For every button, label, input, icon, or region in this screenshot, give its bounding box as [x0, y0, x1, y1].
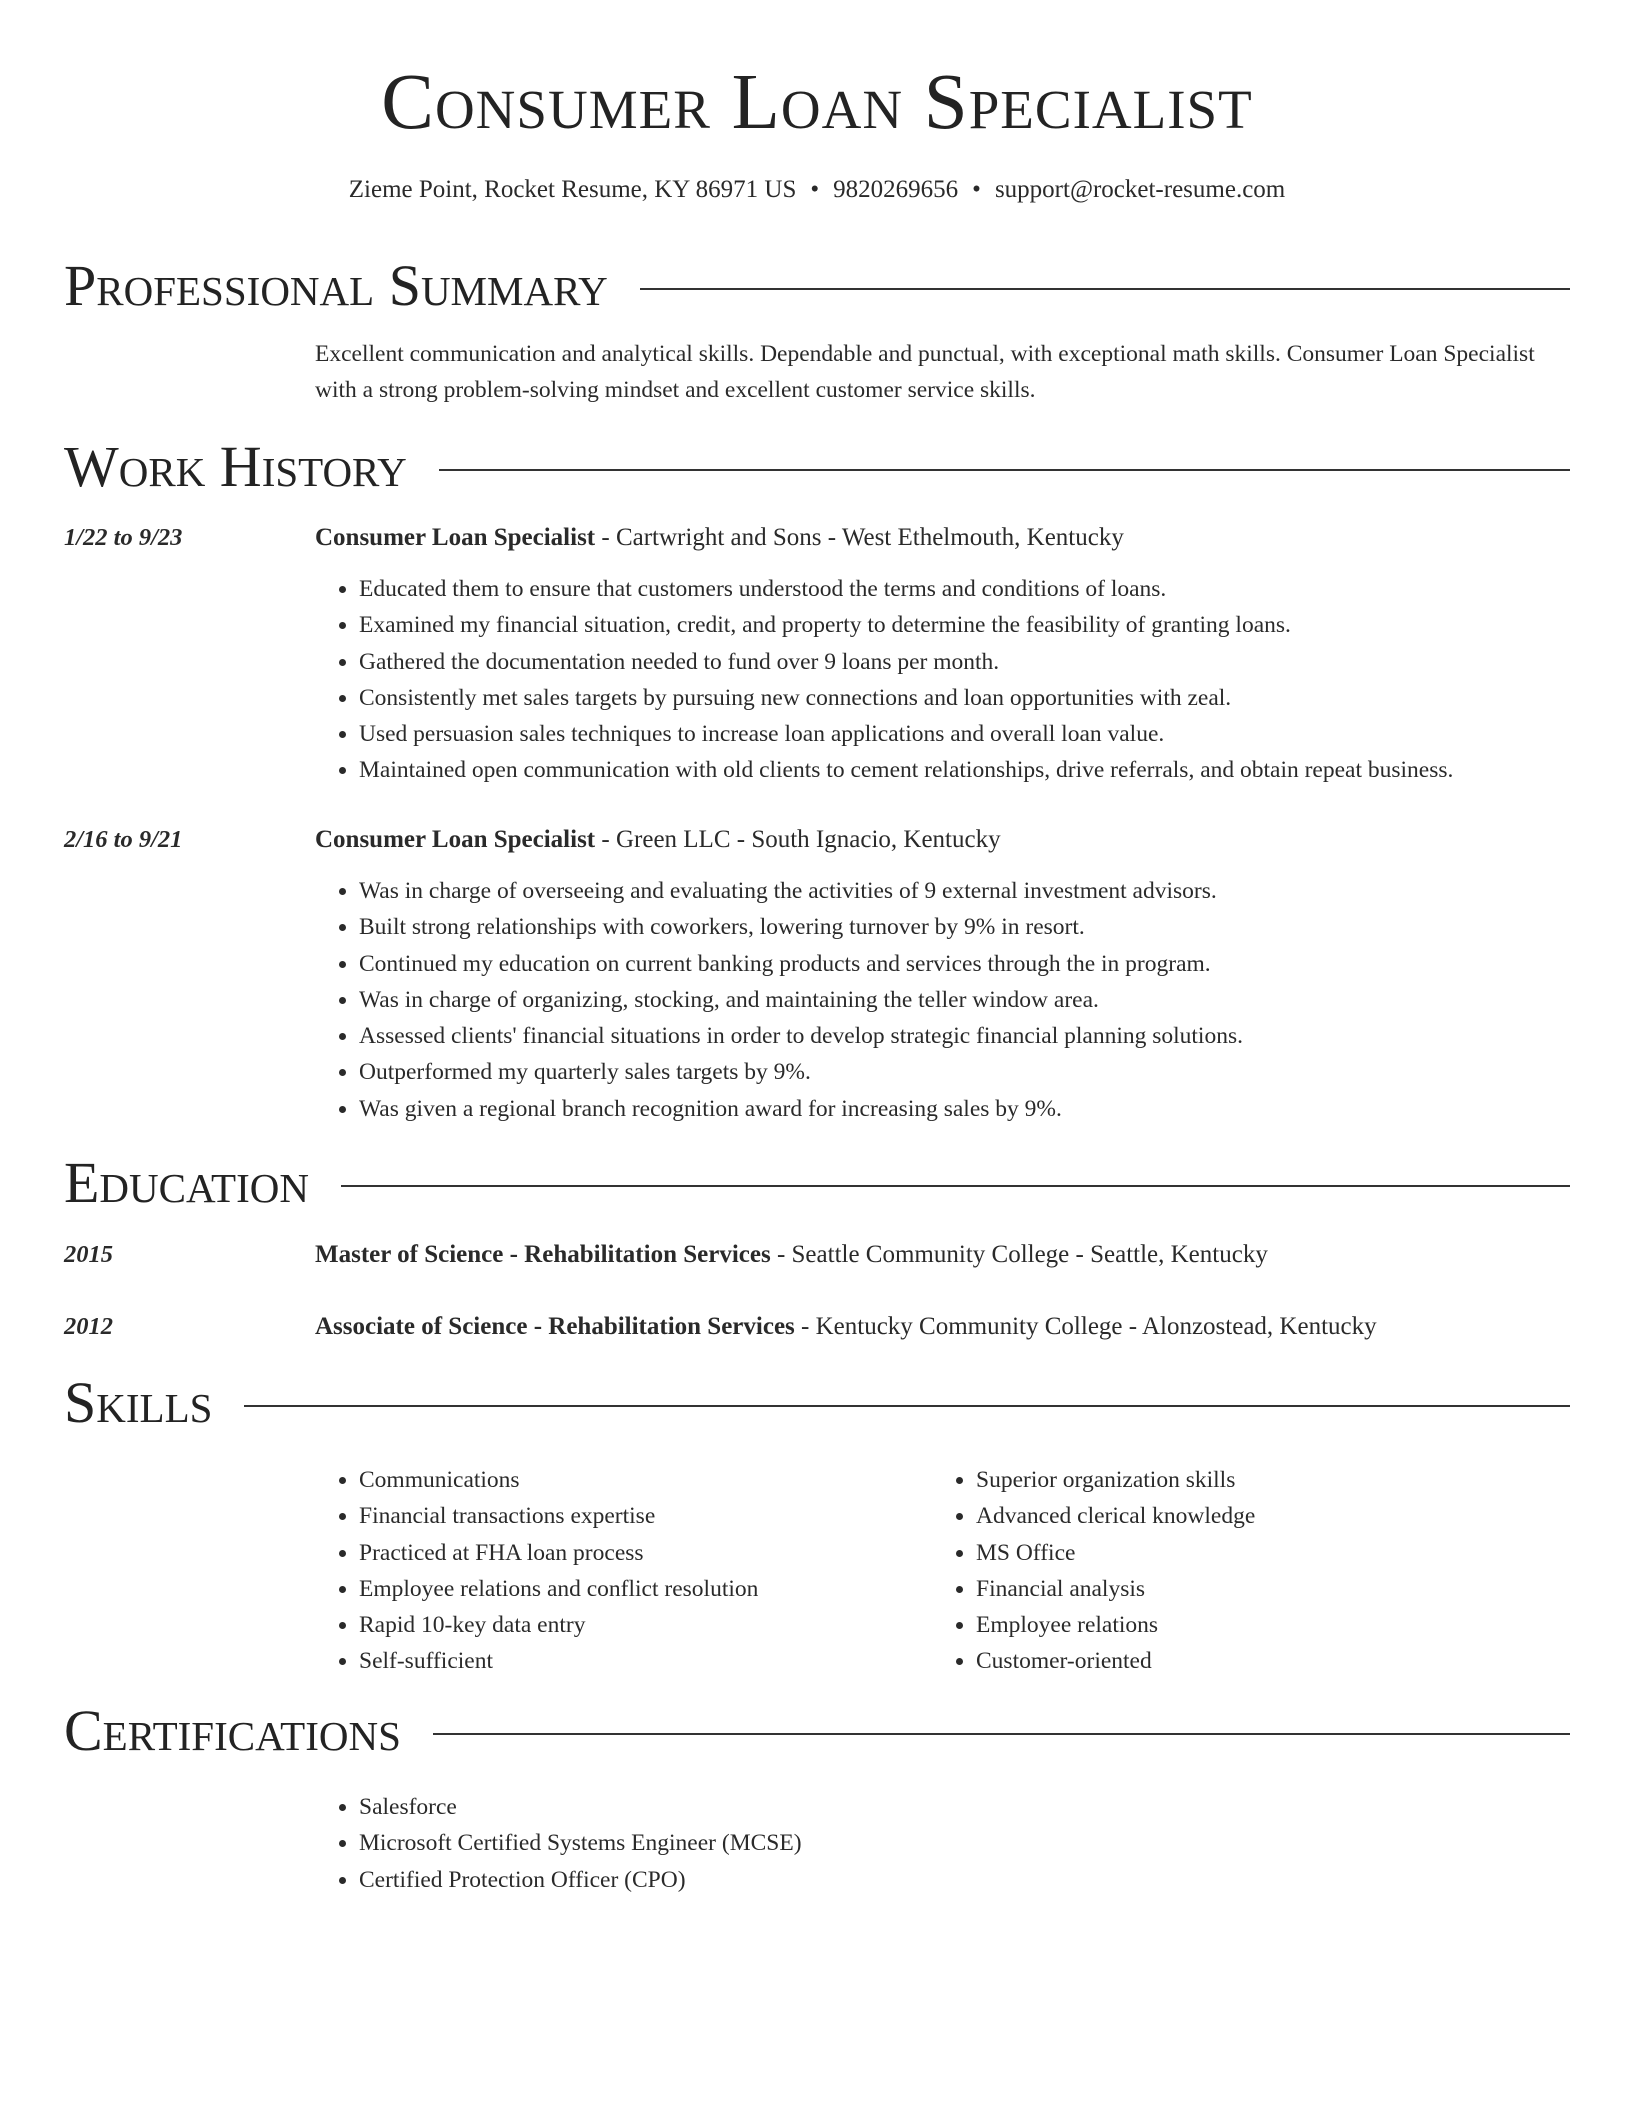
section-divider [244, 1405, 1570, 1407]
skill-item: • Customer-oriented [976, 1643, 1255, 1679]
certification-item: • Certified Protection Officer (CPO) [359, 1862, 802, 1898]
job-bullet: • Gathered the documentation needed to fund over 9 loans per month. [359, 644, 1453, 680]
skill-item: • Financial analysis [976, 1571, 1255, 1607]
skill-item: • Self-sufficient [359, 1643, 758, 1679]
contact-separator: • [810, 176, 820, 203]
job-bullet: • Was in charge of organizing, stocking, and maintaining the teller window area. [359, 982, 1243, 1018]
education-school-location: - Kentucky Community College - Alonzostead, Kentucky [794, 1313, 1377, 1340]
contact-line [64, 174, 1570, 206]
skills-list-left [315, 1462, 758, 1680]
job-employer-location: - Green LLC - South Ignacio, Kentucky [595, 826, 1001, 853]
section-divider [433, 1733, 1570, 1735]
job-bullet: • Built strong relationships with coworkers, lowering turnover by 9% in resort. [359, 909, 1243, 945]
job-title-line [315, 521, 1570, 555]
certifications-list [315, 1789, 802, 1898]
job-bullet: • Examined my financial situation, credit, and property to determine the feasibility of granting loans. [359, 607, 1453, 643]
skill-item: • Rapid 10-key data entry [359, 1607, 758, 1643]
job-bullets [315, 571, 1453, 789]
section-title-work-history: Work History [64, 434, 407, 499]
skill-item: • Practiced at FHA loan process [359, 1535, 758, 1571]
skill-item: • Financial transactions expertise [359, 1498, 758, 1534]
section-divider [341, 1185, 1570, 1187]
skill-item: • Advanced clerical knowledge [976, 1498, 1255, 1534]
job-title-line [315, 823, 1570, 857]
education-line [315, 1310, 1570, 1344]
contact-separator: • [972, 176, 981, 203]
contact-email: support@rocket-resume.com [994, 176, 1286, 203]
section-title-education: Education [64, 1150, 309, 1215]
skill-item: • Communications [359, 1462, 758, 1498]
section-title-skills: Skills [64, 1370, 213, 1435]
skill-item: • MS Office [976, 1535, 1255, 1571]
education-line [315, 1238, 1570, 1272]
skill-item: • Employee relations and conflict resolution [359, 1571, 758, 1607]
section-divider [640, 288, 1570, 290]
section-header-education [64, 1150, 1570, 1216]
section-header-certifications [64, 1698, 1570, 1764]
job-bullet: • Assessed clients' financial situations in order to develop strategic financial planning solutions. [359, 1018, 1243, 1054]
skills-list-right [932, 1462, 1255, 1680]
skill-item: • Superior organization skills [976, 1462, 1255, 1498]
section-title-summary: Professional Summary [64, 253, 608, 318]
education-school-location: - Seattle Community College - Seattle, Kentucky [770, 1241, 1268, 1268]
contact-address: Zieme Point, Rocket Resume, KY 86971 US [348, 176, 797, 203]
education-degree: Master of Science - Rehabilitation Services [315, 1241, 771, 1268]
job-bullet: • Educated them to ensure that customers understood the terms and conditions of loans. [359, 571, 1453, 607]
job-bullet: • Was in charge of overseeing and evaluating the activities of 9 external investment advisors. [359, 873, 1243, 909]
certification-item: • Microsoft Certified Systems Engineer (MCSE) [359, 1825, 802, 1861]
education-year: 2015 [64, 1241, 113, 1268]
job-bullet: • Was given a regional branch recognition award for increasing sales by 9%. [359, 1091, 1243, 1127]
job-bullet: • Used persuasion sales techniques to increase loan applications and overall loan value. [359, 716, 1453, 752]
job-bullets [315, 873, 1243, 1127]
section-header-skills [64, 1370, 1570, 1436]
job-title: Consumer Loan Specialist [315, 524, 596, 551]
job-employer-location: - Cartwright and Sons - West Ethelmouth, Kentucky [595, 524, 1124, 551]
job-title: Consumer Loan Specialist [315, 826, 596, 853]
job-dates: 1/22 to 9/23 [64, 524, 183, 551]
job-dates: 2/16 to 9/21 [64, 826, 183, 853]
candidate-name: Consumer Loan Specialist [381, 59, 1253, 146]
education-year: 2012 [64, 1313, 113, 1340]
contact-phone: 9820269656 [833, 176, 959, 203]
section-title-certifications: Certifications [64, 1698, 401, 1763]
section-header-summary [64, 253, 1570, 319]
job-bullet: • Consistently met sales targets by pursuing new connections and loan opportunities with zeal. [359, 680, 1453, 716]
section-header-work-history [64, 434, 1570, 500]
section-divider [439, 469, 1570, 471]
education-degree: Associate of Science - Rehabilitation Services [315, 1313, 795, 1340]
job-bullet: • Maintained open communication with old clients to cement relationships, drive referrals, and obtain repeat business. [359, 752, 1453, 788]
job-bullet: • Continued my education on current banking products and services through the in program. [359, 946, 1243, 982]
certification-item: • Salesforce [359, 1789, 802, 1825]
job-bullet: • Outperformed my quarterly sales targets by 9%. [359, 1054, 1243, 1090]
summary-text: Excellent communication and analytical skills. Dependable and punctual, with exceptional math skills. Consumer Loan Specialist with a strong problem-solving mindset and excellent customer service skills. [315, 341, 1535, 403]
skill-item: • Employee relations [976, 1607, 1255, 1643]
